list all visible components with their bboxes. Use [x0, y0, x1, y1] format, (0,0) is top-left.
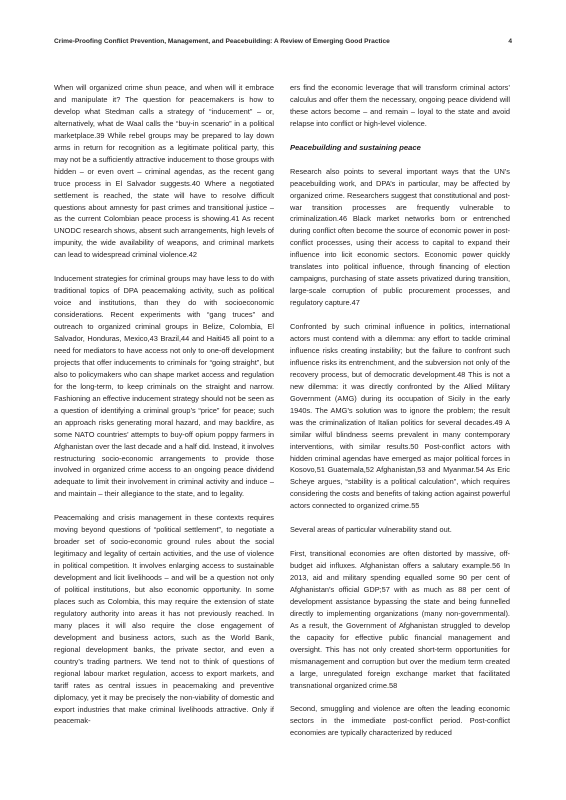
left-column [54, 82, 274, 739]
right-column [290, 82, 510, 751]
paragraph: When will organized crime shun peace, and when will it embrace and manipulate it? The question for peacemakers is how to develop what Stedman calls a strategy of “inducement” – or, alternatively, what de Waal calls the “buy-in scenario” in a political marketplace.39 While rebel groups may be prepared to lay down arms in return for recognition as a legitimate political party, this may not be a sufficiently attractive inducement to those groups with hidden – or even overt – criminal agendas, as the recent gang truce process in El Salvador suggests.40 Where a negotiated settlement is reached, the state will have to resolve difficult questions about amnesty for past crimes and transitional justice – as the current Colombian peace process is showing.41 As recent UNODC research shows, absent such arrangements, high levels of impunity, the wide availability of weapons, and criminal markets can lead to widespread criminal violence.42 [54, 83, 274, 260]
paragraph: Research also points to several important ways that the UN’s peacebuilding work, and DPA’s in particular, may be affected by organized crime. Researchers suggest that constitutional and post-war transition processes are frequently vulnerable to criminalization.46 Black market networks born or entrenched during conflict often become the source of economic power in post-conflict processes, using their access to capital to expand their influence into licit economic sectors. Economic power quickly translates into political influence, through financing of election campaigns, purchasing of state assets privatized during transition, large-scale corruption of public procurement processes, and regulatory capture.47 [290, 166, 510, 308]
paragraph: Confronted by such criminal influence in politics, international actors must contend with a dilemma: any effort to tackle criminal influence risks creating instability; but the failure to confront such influence risks its entrenchment, and the subversion not only of the recovery process, but of democratic development.48 This is not a new dilemma: it was directly confronted by the Allied Military Government (AMG) during its occupation of Sicily in the early 1940s. The AMG’s solution was to ignore the problem; the result was the criminalization of Italian politics for several decades.49 A similar wilful blindness seems prevalent in many contemporary interventions, with similar results.50 Post-conflict actors with hidden criminal agendas have emerged as major political forces in Kosovo,51 Guatemala,52 Afghanistan,53 and Myanmar.54 As Eric Scheye argues, “stability is a political calculation”, which requires considering the costs and benefits of taking action against powerful actors connected to organized crime.55 [290, 322, 510, 511]
paragraph: Inducement strategies for criminal groups may have less to do with traditional topics of DPA peacemaking activity, such as political voice and institutions, than they do with socioeconomic considerations. Recent experiments with “gang truces” and outreach to organized criminal groups in Belize, Colombia, El Salvador, Honduras, Mexico,43 Brazil,44 and Haiti45 all point to a need for mediators to have access not only to one-off development projects that offer inducements to criminals for “going straight”, but also to policymakers who can shape market access and regulation for the long-term, to keep criminals on the straight and narrow. Fashioning an effective inducement strategy should not be seen as a question of identifying a criminal group’s “price” for peace; such an approach risks generating moral hazard, and may backfire, as some NATO countries’ attempts to buy-off opium poppy farmers in Afghanistan over the last decade and a half did. Instead, it involves restructuring socio-economic arrangements to provide those involved in organized crime access to an ongoing peace dividend adequate to limit their involvement in criminal activity and induce – and maintain – their allegiance to the state, and to legality. [54, 274, 274, 499]
page-number: 4 [508, 38, 512, 45]
paragraph: Several areas of particular vulnerability stand out. [290, 525, 452, 535]
section-heading: Peacebuilding and sustaining peace [290, 142, 421, 152]
paragraph: ers find the economic leverage that will transform criminal actors’ calculus and offer them the necessary, ongoing peace dividend will these actors become – and remain – loyal to the state and avoid relapse into conflict or high-level violence. [290, 83, 510, 128]
paragraph: Peacemaking and crisis management in these contexts requires moving beyond questions of “political settlement”, to negotiate a broader set of socio-economic ground rules about the social legitimacy and legality of certain activities, and the use of violence in political competition. It involves enlarging access to sustainable development and licit livelihoods – and will be a question not only of political institutions, but also economic opportunity. In some places such as Colombia, this may require the extension of state regulatory authority into areas it has not previously reached. In many places it will also require the close engagement of development and business actors, such as the World Bank, regional development banks, the private sector, and even a country’s trading partners. We tend not to think of questions of regional labour market regulation, access to export markets, and tariff rates as central issues in peacemaking and preventive diplomacy, yet it may be precisely the non-viability of domestic and export industries that make criminal livelihoods attractive. Only if peacemak- [54, 513, 274, 726]
document-title: Crime-Proofing Conflict Prevention, Management, and Peacebuilding: A Review of Emerging Good Practice [54, 38, 390, 45]
running-header [54, 38, 512, 52]
paragraph: Second, smuggling and violence are often the leading economic sectors in the immediate post-conflict period. Post-conflict economies are typically characterized by reduced [290, 704, 510, 738]
paragraph: First, transitional economies are often distorted by massive, off-budget aid influxes. Afghanistan offers a salutary example.56 In 2013, aid and military spending equalled some 90 per cent of Afghanistan’s official GDP;57 with as much as 88 per cent of development assistance bypassing the state and being funnelled directly to implementing organizations (many non-governmental). As a result, the Government of Afghanistan struggled to develop the capacity for effective public financial management and oversight. This has not only created short-term opportunities for mismanagement and corruption but over the medium term created a large, unregulated foreign exchange market that facilitated transnational organized crime.58 [290, 549, 510, 690]
